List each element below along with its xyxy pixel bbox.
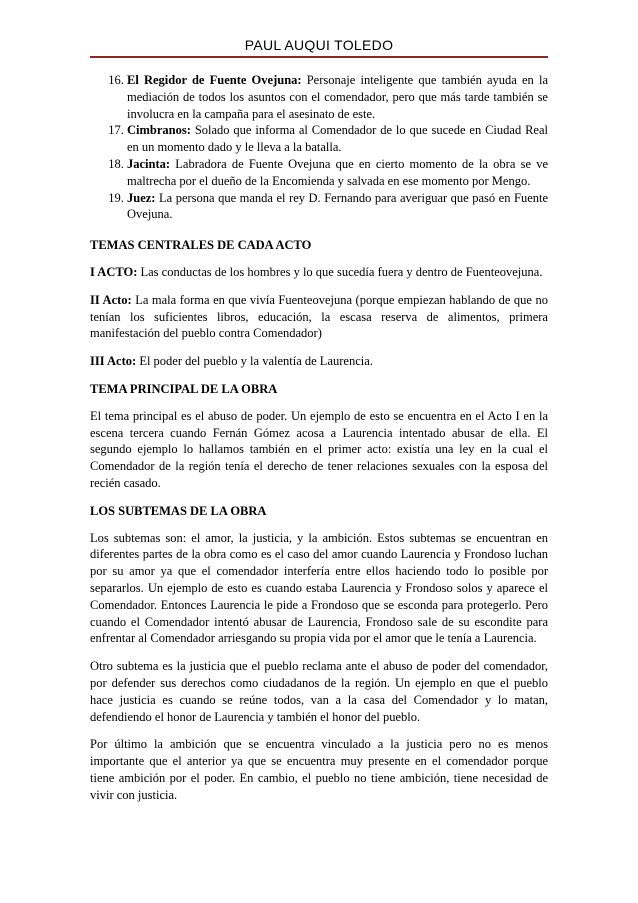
character-name: Jacinta:	[127, 156, 171, 171]
themes-by-act-heading: TEMAS CENTRALES DE CADA ACTO	[90, 238, 312, 253]
act-label: I ACTO:	[90, 264, 138, 279]
page-header-title: PAUL AUQUI TOLEDO	[244, 37, 394, 53]
act-1-paragraph	[90, 264, 548, 281]
act-label: II Acto:	[90, 292, 132, 307]
subthemes-paragraph-1: Los subtemas son: el amor, la justicia, y la ambición. Estos subtemas se encuentran en diferentes partes de la obra como es el caso del amor cuando Laurencia y Frondoso luchan por su amor ya que el comendador interfería entre ellos haciendo todo lo posible por separarlos. Un ejemplo de esto es cuando estaba Laurencia y Frondoso solos y aparece el Comendador. Entonces Laurencia le pide a Frondoso que se esconda para protegerlo. Pero cuando el Comendador intentó abusar de Laurencia, Frondoso sale de su escondite para enfrentar al Comendador arriesgando su propia vida por el amor que le tenía a Laurencia.	[90, 530, 548, 646]
character-item	[127, 156, 548, 190]
act-text: Las conductas de los hombres y lo que sucedía fuera y dentro de Fuenteovejuna.	[140, 264, 543, 279]
subthemes-heading: LOS SUBTEMAS DE LA OBRA	[90, 503, 267, 518]
main-theme-paragraph: El tema principal es el abuso de poder. Un ejemplo de esto se encuentra en el Acto I en la escena tercera cuando Fernán Gómez acosa a Laurencia intentado abusar de ella. El segundo ejemplo lo hallamos también en el primer acto: existía una ley en la cual el Comendador de la región tenía el derecho de tener relaciones sexuales con la esposa del recién casado.	[90, 408, 548, 490]
act-2-paragraph	[90, 292, 548, 342]
document-body	[90, 72, 548, 814]
character-description: La persona que manda el rey D. Fernando para averiguar que pasó en Fuente Ovejuna.	[127, 190, 549, 222]
act-text: El poder del pueblo y la valentía de Laurencia.	[139, 354, 373, 369]
act-3-paragraph	[90, 353, 548, 370]
character-item	[127, 72, 548, 122]
character-name: Cimbranos:	[127, 123, 191, 138]
character-description: Personaje inteligente que también ayuda en la mediación de todos los asuntos con el comendador, pero que más tarde también se involucra en la campaña para el asesinato de este.	[127, 73, 548, 121]
act-text: La mala forma en que vivía Fuenteovejuna (porque empiezan hablando de que no tenían los suficientes libros, educación, la escasa reserva de alimentos, primera manifestación del pueblo contra Comendador)	[90, 292, 548, 341]
act-label: III Acto:	[90, 354, 137, 369]
character-list	[90, 72, 548, 223]
character-description: Solado que informa al Comendador de lo que sucede en Ciudad Real en un momento dado y le lleva a la batalla.	[127, 123, 549, 155]
character-item	[127, 190, 548, 224]
main-theme-heading: TEMA PRINCIPAL DE LA OBRA	[90, 381, 278, 396]
subthemes-paragraph-2: Otro subtema es la justicia que el pueblo reclama ante el abuso de poder del comendador, por defender sus derechos como ciudadanos de la región. Un ejemplo en que el pueblo hace justicia es cuando se reúne todos, van a la casa del Comendador y lo matan, defendiendo el honor de Laurencia y también el honor del pueblo.	[90, 659, 548, 724]
character-description: Labradora de Fuente Ovejuna que en cierto momento de la obra se ve maltrecha por el dueño de la Encomienda y salvada en ese momento por Mengo.	[127, 156, 549, 188]
character-name: Juez:	[127, 190, 156, 205]
character-item	[127, 122, 548, 156]
header-rule	[90, 56, 548, 58]
subthemes-paragraph-3: Por último la ambición que se encuentra vinculado a la justicia pero no es menos importante que el anterior ya que se encuentra muy presente en el comendador porque tiene ambición por el poder. En cambio, el pueblo no tiene ambición, tiene necesidad de vivir con justicia.	[90, 737, 548, 802]
character-name: El Regidor de Fuente Ovejuna:	[127, 73, 302, 87]
